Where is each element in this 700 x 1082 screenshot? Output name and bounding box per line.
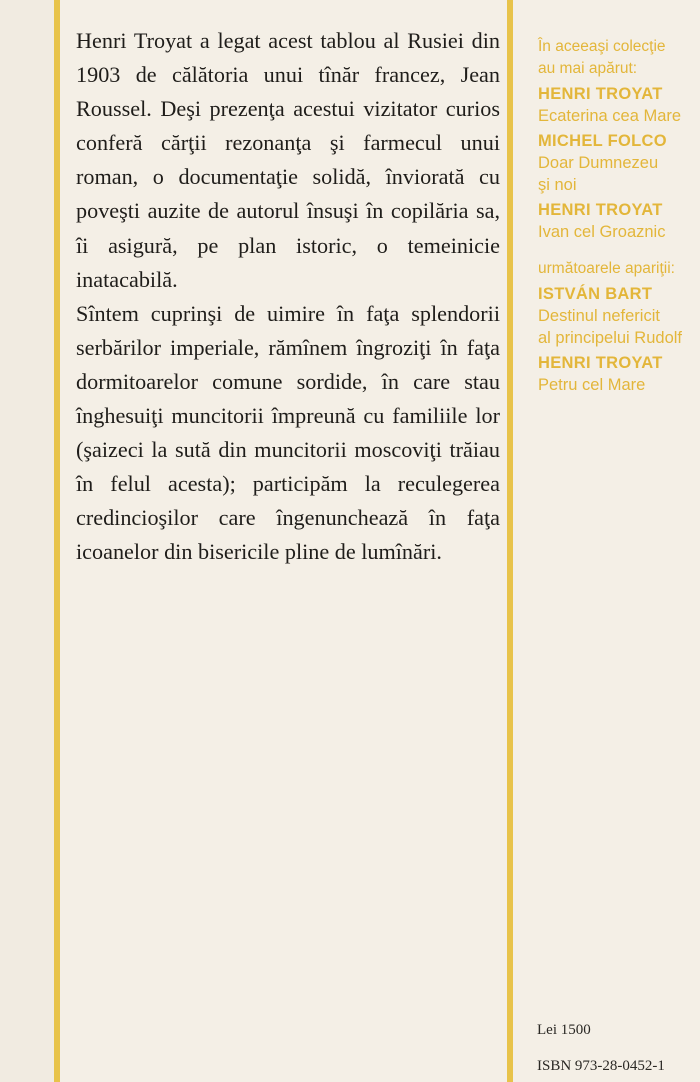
entry-author: HENRI TROYAT <box>538 354 663 372</box>
blurb-paragraph-1: Henri Troyat a legat acest tablou al Rusiei din 1903 de călătoria unui tînăr francez, Jean Roussel. Deşi prezenţa acestui vizitator curios conferă cărţii rezonanţa şi farmecul unui roman, o documentaţie solidă, înviorată cu poveşti auzite de autorul însuşi în copilăria sa, îi asigură, pe plan istoric, o temeinicie inatacabilă. <box>76 28 500 292</box>
entry-author: HENRI TROYAT <box>538 85 663 103</box>
entry-author: MICHEL FOLCO <box>538 132 667 150</box>
entry-author: ISTVÁN BART <box>538 285 653 303</box>
blurb-text <box>76 24 500 570</box>
entry-title-line2: şi noi <box>538 176 577 194</box>
entry-title-line2: al principelui Rudolf <box>538 329 682 347</box>
entry-author: HENRI TROYAT <box>538 201 663 219</box>
published-heading-line2: au mai apărut: <box>538 60 638 77</box>
published-entry <box>538 199 700 243</box>
entry-title: Doar Dumnezeu <box>538 154 659 172</box>
published-heading-line1: În aceeaşi colecţie <box>538 38 666 55</box>
isbn-label: ISBN 973-28-0452-1 <box>537 1058 665 1074</box>
entry-title: Destinul nefericit <box>538 307 660 325</box>
price-label: Lei 1500 <box>537 1022 591 1038</box>
upcoming-entry <box>538 283 700 349</box>
left-margin <box>0 0 54 1082</box>
published-entry <box>538 83 700 127</box>
left-yellow-rule <box>54 0 60 1082</box>
blurb-paragraph-2: Sîntem cuprinşi de uimire în faţa splendorii serbărilor imperiale, rămînem îngroziţi în faţa dormitoarelor comune sordide, în care stau înghesuiţi muncitorii împreună cu familiile lor (şaizeci la sută din muncitorii moscoviţi trăiau în felul acesta); participăm la reculegerea credincioşilor care îngenunchează în faţa icoanelor din bisericile pline de lumînări. <box>76 300 500 565</box>
upcoming-entry <box>538 352 700 396</box>
upcoming-heading: următoarele apariţii: <box>538 260 675 277</box>
entry-title: Ivan cel Groaznic <box>538 223 666 241</box>
published-entry <box>538 130 700 196</box>
collection-sidebar <box>538 36 700 396</box>
right-yellow-rule <box>507 0 513 1082</box>
entry-title: Ecaterina cea Mare <box>538 107 682 125</box>
entry-title: Petru cel Mare <box>538 376 646 394</box>
